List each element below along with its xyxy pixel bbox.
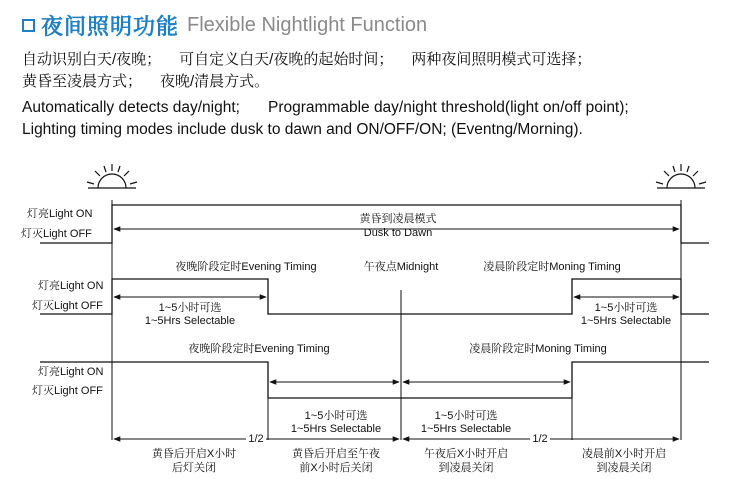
midnight-mode-waveform <box>40 362 709 398</box>
evening-timing-label: 夜晚阶段定时Evening Timing <box>175 261 317 273</box>
light-on-label: 灯亮Light ON <box>27 208 93 220</box>
bottom-label-2-line-2: 前X小时后关闭 <box>299 462 373 474</box>
section-title-en: Flexible Nightlight Function <box>187 13 428 36</box>
morning-timing-label: 凌晨阶段定时Moning Timing <box>483 261 621 273</box>
after-midnight-selectable-en: 1~5Hrs Selectable <box>420 423 512 435</box>
light-on-label: 灯亮Light ON <box>38 366 104 378</box>
half-label: 1/2 <box>248 433 264 445</box>
light-off-label: 灯灭Light OFF <box>32 300 103 312</box>
intro-en-item: Automatically detects day/night; <box>22 99 240 116</box>
intro-en-item: Programmable day/night threshold(light on/off point); <box>267 99 629 116</box>
intro-cn-item: 黄昏至凌晨方式； <box>22 73 143 90</box>
intro-cn-item: 夜晚/清晨方式。 <box>160 73 270 90</box>
before-midnight-selectable-cn: 1~5小时可选 <box>304 410 368 422</box>
bottom-label-3-line-2: 到凌晨关闭 <box>438 462 494 474</box>
intro-cn-item: 自动识别白天/夜晚； <box>22 51 162 68</box>
bottom-label-1-line-2: 后灯关闭 <box>172 462 216 474</box>
before-midnight-selectable-en: 1~5Hrs Selectable <box>290 423 382 435</box>
section-title-cn: 夜间照明功能 <box>41 13 180 39</box>
morning-selectable-en: 1~5Hrs Selectable <box>580 315 672 327</box>
bottom-label-2-line-1: 黄昏后开启至午夜 <box>292 448 380 460</box>
bottom-label-3-line-1: 午夜后X小时开启 <box>423 448 509 460</box>
light-on-label: 灯亮Light ON <box>38 280 104 292</box>
morning-timing-label: 凌晨阶段定时Moning Timing <box>469 343 607 355</box>
morning-selectable-cn: 1~5小时可选 <box>594 302 658 314</box>
evening-selectable-cn: 1~5小时可选 <box>158 302 222 314</box>
bottom-label-4-line-2: 到凌晨关闭 <box>596 462 652 474</box>
midnight-label: 午夜点Midnight <box>363 261 439 273</box>
light-off-label: 灯灭Light OFF <box>32 385 103 397</box>
light-off-label: 灯灭Light OFF <box>21 228 92 240</box>
after-midnight-selectable-cn: 1~5小时可选 <box>434 410 498 422</box>
intro-cn-item: 两种夜间照明模式可选择； <box>411 51 592 68</box>
evening-selectable-en: 1~5Hrs Selectable <box>144 315 236 327</box>
mode1-title-cn: 黄昏到凌晨模式 <box>359 213 437 225</box>
sunrise-sun-icon <box>656 164 706 188</box>
bottom-label-1-line-1: 黄昏后开启X小时 <box>151 448 237 460</box>
evening-timing-label: 夜晚阶段定时Evening Timing <box>188 343 330 355</box>
mode1-title-en: Dusk to Dawn <box>363 227 433 239</box>
bottom-label-4-line-1: 凌晨前X小时开启 <box>581 448 667 460</box>
intro-en-line-2: Lighting timing modes include dusk to dawn and ON/OFF/ON; (Eventng/Morning). <box>22 121 583 138</box>
half-label: 1/2 <box>532 433 548 445</box>
sunset-sun-icon <box>87 164 137 188</box>
intro-cn-item: 可自定义白天/夜晚的起始时间； <box>179 51 394 68</box>
